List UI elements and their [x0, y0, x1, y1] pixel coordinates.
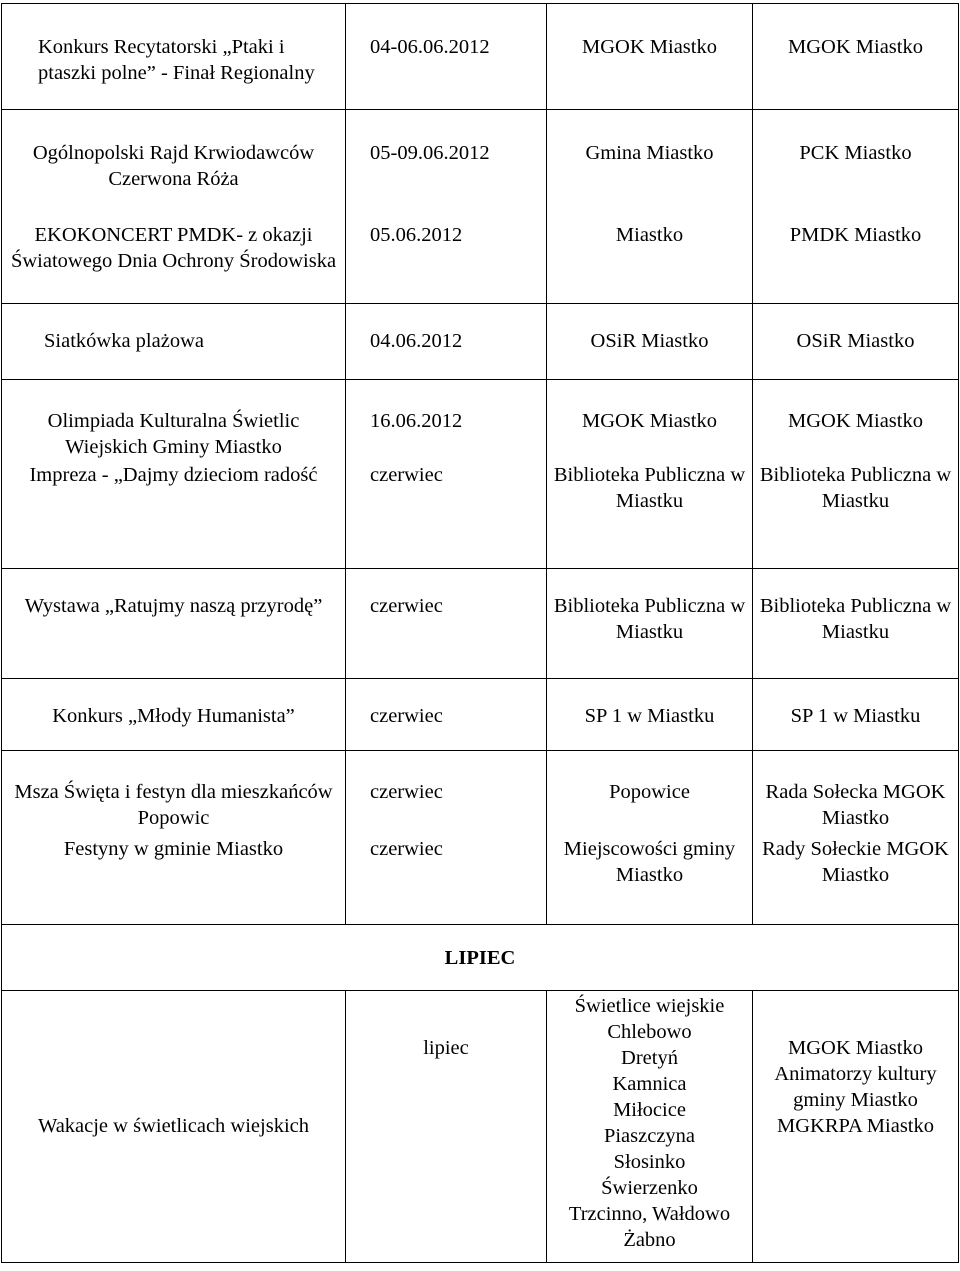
event-cell: Siatkówka plażowa — [2, 304, 346, 380]
date-cell: czerwiec — [346, 460, 547, 568]
organizer-cell: MGOK Miastko — [753, 380, 959, 461]
event-cell: Festyny w gminie Miastko — [2, 834, 346, 924]
events-table — [1, 3, 959, 1263]
organizer-cell: PMDK Miastko — [753, 196, 959, 304]
event-cell: Wystawa „Ratujmy naszą przyrodę” — [2, 568, 346, 678]
date-cell: 16.06.2012 — [346, 380, 547, 461]
date-cell: lipiec — [346, 990, 547, 1262]
event-cell: Impreza - „Dajmy dzieciom radość — [2, 460, 346, 568]
table-row — [2, 834, 959, 924]
place-line: Kamnica — [612, 1072, 687, 1095]
place-cell — [547, 990, 753, 1262]
organizer-cell: Biblioteka Publiczna w Miastku — [753, 460, 959, 568]
table-row — [2, 110, 959, 196]
event-cell: Ogólnopolski Rajd Krwiodawców Czerwona Róża — [2, 110, 346, 196]
event-cell: Konkurs Recytatorski „Ptaki i ptaszki polne” - Finał Regionalny — [2, 4, 346, 110]
place-cell: OSiR Miastko — [547, 304, 753, 380]
event-cell: Konkurs „Młody Humanista” — [2, 678, 346, 750]
event-cell: Wakacje w świetlicach wiejskich — [2, 990, 346, 1262]
organizer-cell: OSiR Miastko — [753, 304, 959, 380]
organizer-cell: Rady Sołeckie MGOK Miastko — [753, 834, 959, 924]
table-row — [2, 750, 959, 834]
place-cell: Gmina Miastko — [547, 110, 753, 196]
place-line: Żabno — [623, 1228, 676, 1251]
table-row — [2, 460, 959, 568]
event-cell: Msza Święta i festyn dla mieszkańców Popowic — [2, 750, 346, 834]
place-line: Świerzenko — [601, 1176, 698, 1199]
date-cell: 05.06.2012 — [346, 196, 547, 304]
organizer-cell — [753, 990, 959, 1262]
place-cell: Miejscowości gminy Miastko — [547, 834, 753, 924]
place-line: Świetlice wiejskie — [574, 994, 725, 1017]
place-cell: Popowice — [547, 750, 753, 834]
place-cell: Miastko — [547, 196, 753, 304]
place-line: Dretyń — [621, 1046, 678, 1069]
table-row — [2, 304, 959, 380]
place-cell: Biblioteka Publiczna w Miastku — [547, 568, 753, 678]
date-cell: 04.06.2012 — [346, 304, 547, 380]
organizer-cell: MGOK Miastko — [753, 4, 959, 110]
date-cell: czerwiec — [346, 678, 547, 750]
date-cell: czerwiec — [346, 834, 547, 924]
organizer-cell: Biblioteka Publiczna w Miastku — [753, 568, 959, 678]
place-line: Chlebowo — [607, 1020, 692, 1043]
organizer-cell: PCK Miastko — [753, 110, 959, 196]
place-cell: MGOK Miastko — [547, 4, 753, 110]
place-line: Słosinko — [613, 1150, 686, 1173]
place-cell: SP 1 w Miastku — [547, 678, 753, 750]
organizer-line: Animatorzy kultury gminy Miastko — [774, 1062, 937, 1111]
date-cell: czerwiec — [346, 568, 547, 678]
table-row — [2, 196, 959, 304]
date-cell: 05-09.06.2012 — [346, 110, 547, 196]
table-row — [2, 568, 959, 678]
event-cell: EKOKONCERT PMDK- z okazji Światowego Dnia Ochrony Środowiska — [2, 196, 346, 304]
month-heading-row — [2, 924, 959, 990]
month-heading: LIPIEC — [2, 924, 959, 990]
organizer-line: MGOK Miastko — [788, 1036, 923, 1059]
organizer-line: MGKRPA Miastko — [776, 1114, 935, 1137]
organizer-cell: SP 1 w Miastku — [753, 678, 959, 750]
place-line: Trzcinno, Wałdowo — [568, 1202, 731, 1225]
table-row — [2, 4, 959, 110]
date-cell: czerwiec — [346, 750, 547, 834]
place-cell: Biblioteka Publiczna w Miastku — [547, 460, 753, 568]
table-row — [2, 990, 959, 1262]
place-line: Piaszczyna — [603, 1124, 696, 1147]
place-cell: MGOK Miastko — [547, 380, 753, 461]
organizer-cell: Rada Sołecka MGOK Miastko — [753, 750, 959, 834]
date-cell: 04-06.06.2012 — [346, 4, 547, 110]
event-cell: Olimpiada Kulturalna Świetlic Wiejskich Gminy Miastko — [2, 380, 346, 461]
table-row — [2, 678, 959, 750]
table-row — [2, 380, 959, 461]
place-line: Miłocice — [613, 1098, 686, 1121]
